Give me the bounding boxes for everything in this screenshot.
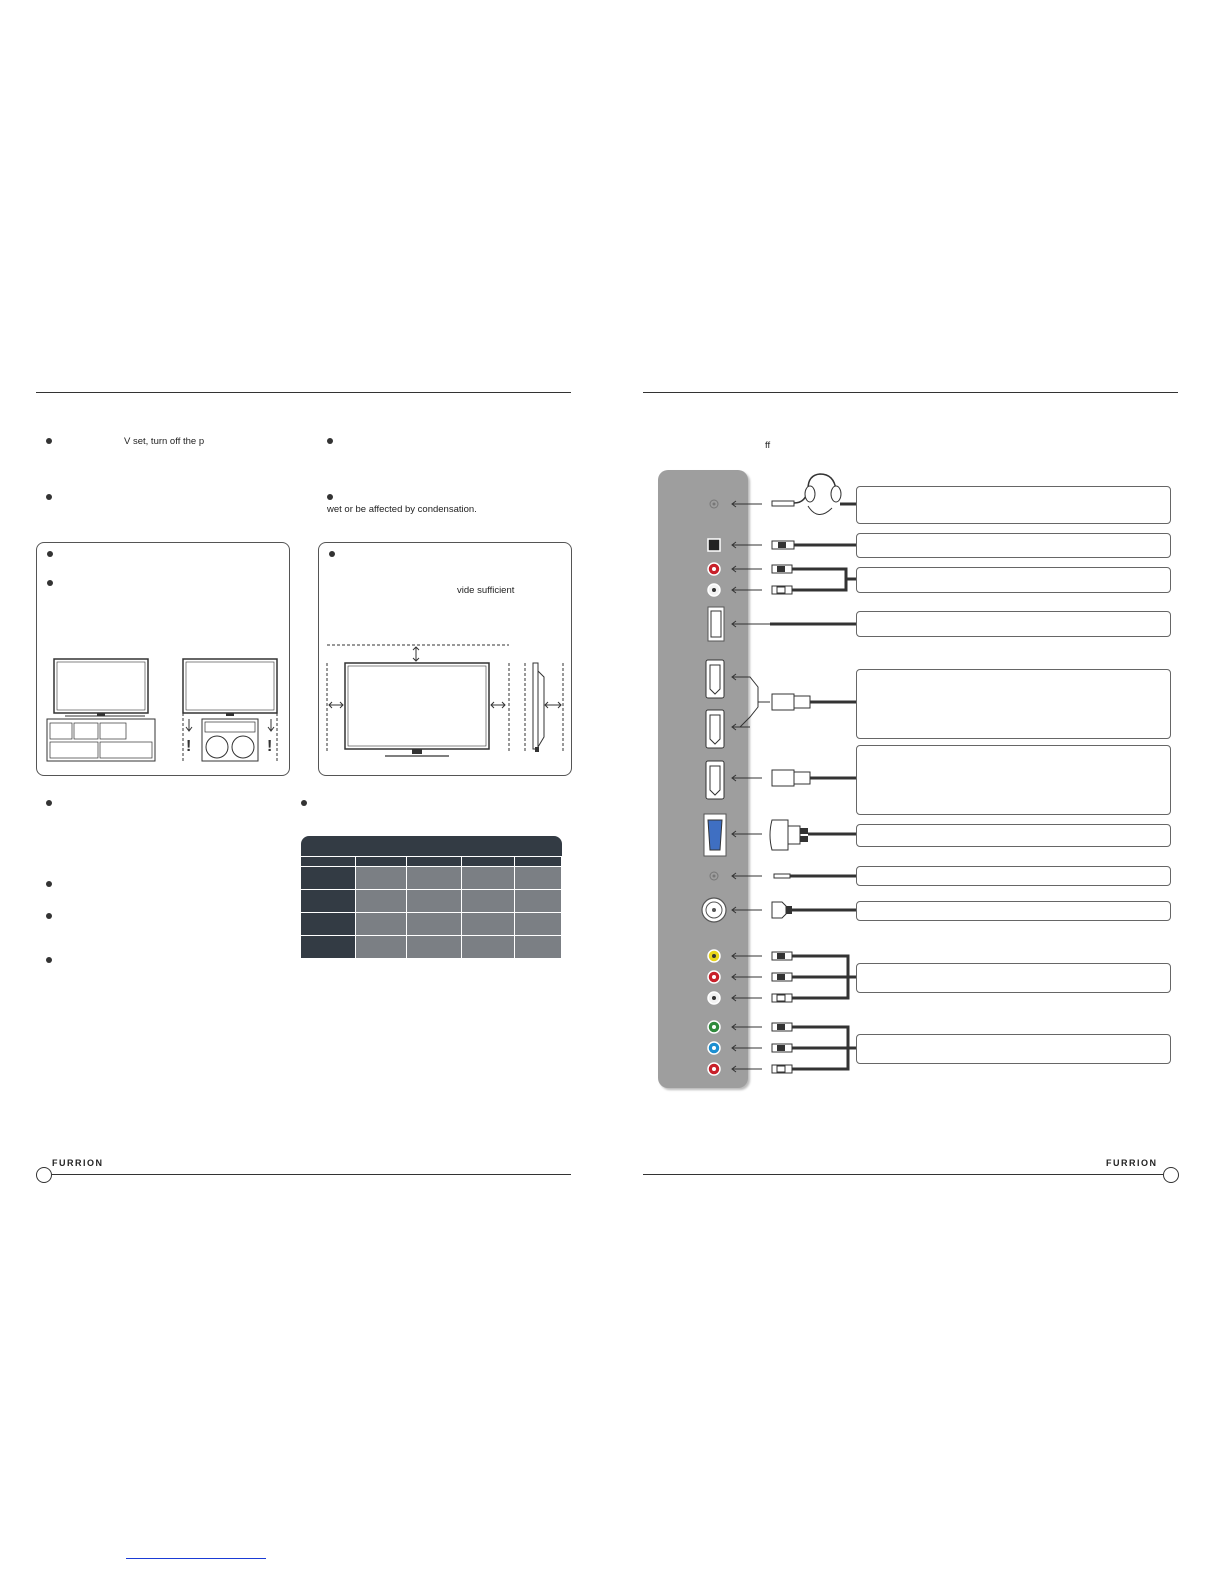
bullet <box>329 551 335 557</box>
vga-port-icon <box>704 814 726 856</box>
text-fragment: wet or be affected by condensation. <box>327 504 477 515</box>
table-header <box>301 836 562 856</box>
bullet <box>327 494 333 500</box>
table-cell <box>515 913 561 935</box>
table-cell <box>356 867 406 889</box>
table-cell <box>515 936 561 958</box>
left-top-rule <box>36 392 571 393</box>
bullet <box>46 957 52 963</box>
text-fragment: V set, turn off the p <box>124 436 205 447</box>
label-box-composite <box>856 963 1171 993</box>
label-box-hdmi-3 <box>856 745 1171 815</box>
table-cell <box>462 857 514 866</box>
table-cell <box>407 936 461 958</box>
bullet <box>47 580 53 586</box>
table-cell <box>301 936 355 958</box>
table-cell <box>515 857 561 866</box>
bullet <box>46 881 52 887</box>
brand-logo: FURRION <box>1106 1158 1158 1168</box>
table-cell <box>301 890 355 912</box>
table-cell <box>407 867 461 889</box>
bullet <box>301 800 307 806</box>
table-cell <box>356 890 406 912</box>
table-cell <box>462 936 514 958</box>
label-box-audio <box>856 567 1171 593</box>
label-box-optical <box>856 533 1171 558</box>
left-bottom-rule <box>52 1174 571 1175</box>
right-bottom-rule <box>643 1174 1163 1175</box>
svg-text:!: ! <box>186 738 192 755</box>
placement-panel <box>36 542 290 776</box>
bullet <box>46 913 52 919</box>
table-cell <box>356 857 406 866</box>
headphone-icon <box>772 474 841 515</box>
bullet <box>327 438 333 444</box>
text-fragment: vide sufficient <box>457 585 515 596</box>
page-number-circle <box>36 1167 52 1183</box>
table-cell <box>462 913 514 935</box>
hyperlink-underline[interactable] <box>126 1558 266 1559</box>
clearance-illustration <box>323 641 569 763</box>
table-cell <box>462 867 514 889</box>
brand-logo: FURRION <box>52 1158 104 1168</box>
hdmi-port-icon <box>706 660 724 748</box>
ventilation-panel <box>318 542 572 776</box>
label-box-headphone <box>856 486 1171 524</box>
page-number-circle <box>1163 1167 1179 1183</box>
table-cell <box>515 890 561 912</box>
table-cell <box>407 857 461 866</box>
table-cell <box>462 890 514 912</box>
tv-on-cabinet-illustration <box>45 655 285 767</box>
label-box-usb <box>856 611 1171 637</box>
table-cell <box>407 913 461 935</box>
bullet <box>46 494 52 500</box>
label-box-component <box>856 1034 1171 1064</box>
right-top-rule <box>643 392 1178 393</box>
bullet <box>47 551 53 557</box>
table-cell <box>356 913 406 935</box>
headphone-port-icon <box>710 500 718 508</box>
optical-port-icon <box>708 539 720 551</box>
table-cell <box>356 936 406 958</box>
table-cell <box>301 867 355 889</box>
table-cell <box>407 890 461 912</box>
text-fragment: ff <box>765 440 771 451</box>
label-box-hdmi-1-2 <box>856 669 1171 739</box>
bullet <box>46 800 52 806</box>
label-box-pc-audio <box>856 866 1171 886</box>
table-cell <box>515 867 561 889</box>
svg-text:!: ! <box>267 738 273 755</box>
bullet <box>46 438 52 444</box>
table-cell <box>301 857 355 866</box>
coax-port-icon <box>702 898 726 922</box>
label-box-coax <box>856 901 1171 921</box>
spec-table <box>301 857 562 961</box>
label-box-vga <box>856 824 1171 847</box>
table-cell <box>301 913 355 935</box>
